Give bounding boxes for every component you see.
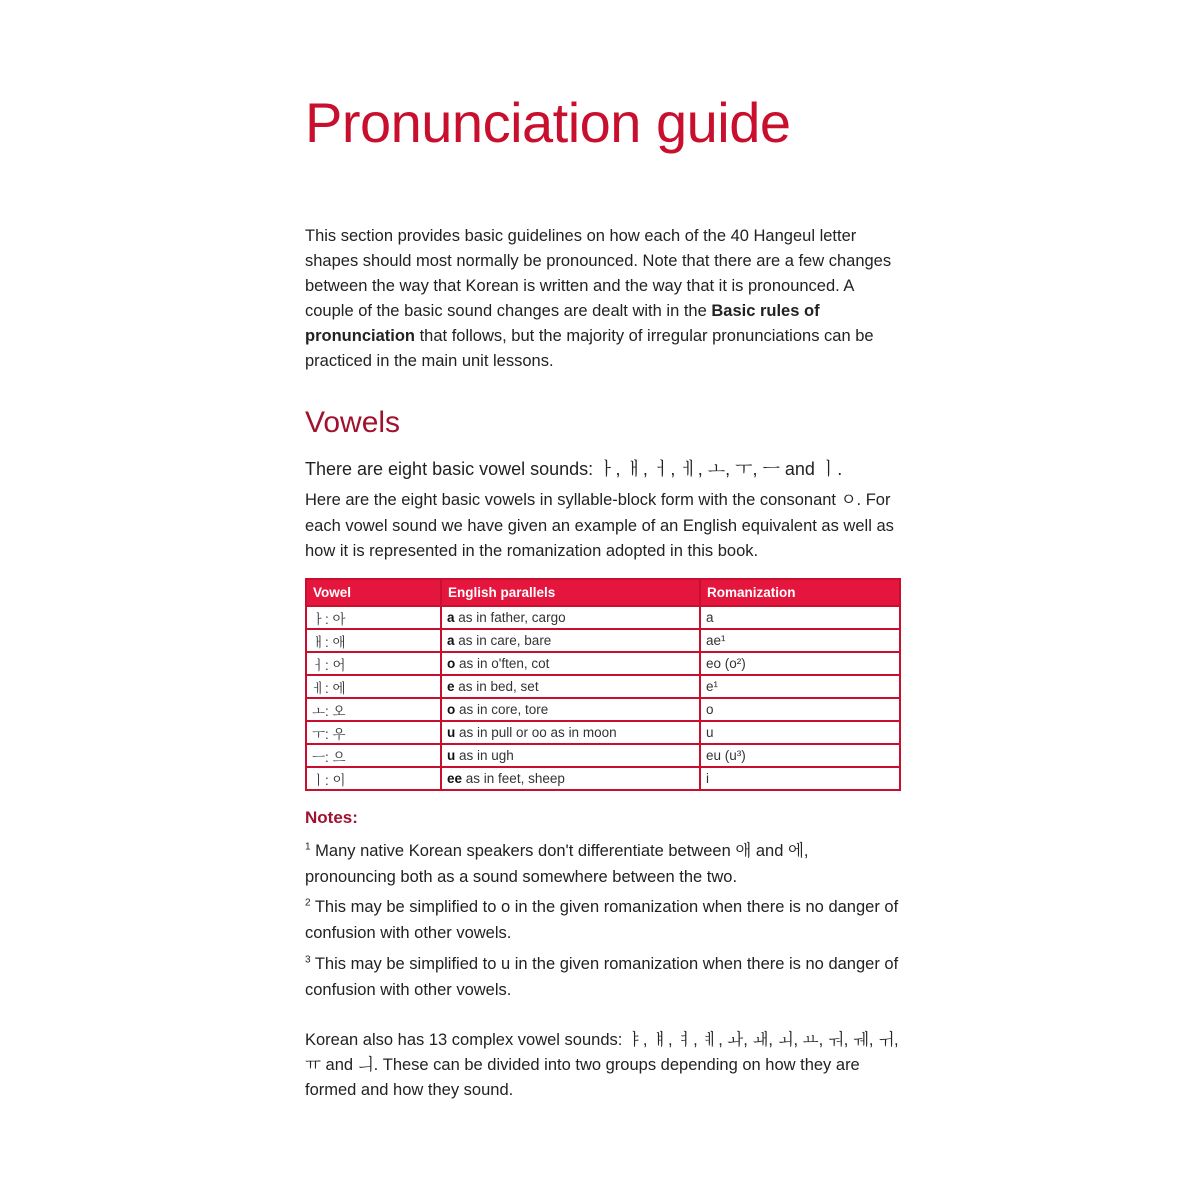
example-text: as in core, tore xyxy=(455,702,549,717)
english-parallel-cell xyxy=(441,721,700,744)
header-english-parallels: English parallels xyxy=(441,579,700,606)
note-text: Many native Korean speakers don't differentiate between 애 and 에, pronouncing both as a sound somewhere between the two. xyxy=(305,842,809,886)
table-row xyxy=(306,767,900,790)
basic-vowels-line: There are eight basic vowel sounds: ㅏ, ㅐ, ㅓ, ㅔ, ㅗ, ㅜ, ㅡ and ㅣ. xyxy=(305,459,843,479)
example-text: as in feet, sheep xyxy=(462,771,565,786)
romanization-cell: e¹ xyxy=(700,675,900,698)
intro-paragraph xyxy=(305,224,895,374)
romanization-cell: eo (o²) xyxy=(700,652,900,675)
english-parallel-cell xyxy=(441,698,700,721)
romanization-cell: o xyxy=(700,698,900,721)
english-parallel-cell xyxy=(441,606,700,629)
header-vowel: Vowel xyxy=(306,579,441,606)
header-romanization: Romanization xyxy=(700,579,900,606)
note-number: 1 xyxy=(305,841,311,853)
romanization-cell: ae¹ xyxy=(700,629,900,652)
romanization-cell: u xyxy=(700,721,900,744)
intro-text-2: that follows, but the majority of irregular pronunciations can be practiced in the main unit lessons. xyxy=(305,327,874,370)
table-row xyxy=(306,652,900,675)
english-parallel-cell xyxy=(441,675,700,698)
example-text: as in father, cargo xyxy=(454,610,566,625)
note-3 xyxy=(305,952,900,1003)
english-parallel-cell xyxy=(441,767,700,790)
example-text: as in bed, set xyxy=(454,679,539,694)
note-text: This may be simplified to o in the given romanization when there is no danger of confusion with other vowels. xyxy=(305,898,899,942)
vowel-cell: ㅔ: 에 xyxy=(306,675,441,698)
example-text: as in o'ften, cot xyxy=(455,656,550,671)
example-bold: e xyxy=(447,679,455,694)
complex-vowels-paragraph: Korean also has 13 complex vowel sounds: ㅑ, ㅒ, ㅕ, ㅖ, ㅘ, ㅙ, ㅚ, ㅛ, ㅝ, ㅞ, ㅟ, ㅠ and ㅢ. These can be divided into two groups depending on how they are formed and how they sound. xyxy=(305,1031,899,1099)
romanization-cell: i xyxy=(700,767,900,790)
table-header-row xyxy=(306,579,900,606)
example-bold: o xyxy=(447,702,456,717)
vowel-cell: ㅜ: 우 xyxy=(306,721,441,744)
note-number: 2 xyxy=(305,897,311,909)
note-2 xyxy=(305,895,900,946)
table-row xyxy=(306,675,900,698)
table-row xyxy=(306,629,900,652)
vowels-heading: Vowels xyxy=(305,406,401,439)
vowel-cell: ㅣ: 이 xyxy=(306,767,441,790)
vowel-cell: ㅏ: 아 xyxy=(306,606,441,629)
romanization-cell: a xyxy=(700,606,900,629)
vowels-intro-paragraph: Here are the eight basic vowels in syllable-block form with the consonant ㅇ. For each vowel sound we have given an example of an English equivalent as well as how it is represented in the romanization adopted in this book. xyxy=(305,491,894,560)
example-bold: a xyxy=(447,633,455,648)
example-bold: ee xyxy=(447,771,463,786)
page-title: Pronunciation guide xyxy=(305,91,791,154)
example-text: as in pull or oo as in moon xyxy=(455,725,617,740)
intro-text-1: This section provides basic guidelines on how each of the 40 Hangeul letter shapes should most normally be pronounced. Note that there are a few changes between the way that Korean is written and the way that it is pronounced. A couple of the basic sound changes are dealt with in the xyxy=(305,227,892,320)
table-row xyxy=(306,744,900,767)
vowel-cell: ㅐ: 애 xyxy=(306,629,441,652)
example-bold: o xyxy=(447,656,456,671)
example-bold: a xyxy=(447,610,455,625)
notes-heading: Notes: xyxy=(305,808,358,827)
example-bold: u xyxy=(447,725,456,740)
example-text: as in ugh xyxy=(455,748,514,763)
vowel-cell: ㅓ: 어 xyxy=(306,652,441,675)
english-parallel-cell xyxy=(441,652,700,675)
vowel-table xyxy=(305,578,901,791)
vowel-cell: ㅗ: 오 xyxy=(306,698,441,721)
note-text: This may be simplified to u in the given romanization when there is no danger of confusion with other vowels. xyxy=(305,955,899,999)
intro-bold-link: Basic rules of pronunciation xyxy=(305,302,820,345)
table-row xyxy=(306,721,900,744)
english-parallel-cell xyxy=(441,744,700,767)
english-parallel-cell xyxy=(441,629,700,652)
vowel-cell: ㅡ: 으 xyxy=(306,744,441,767)
note-1 xyxy=(305,839,900,890)
table-row xyxy=(306,698,900,721)
page xyxy=(305,0,900,1200)
romanization-cell: eu (u³) xyxy=(700,744,900,767)
table-row xyxy=(306,606,900,629)
example-text: as in care, bare xyxy=(454,633,552,648)
note-number: 3 xyxy=(305,954,311,966)
example-bold: u xyxy=(447,748,456,763)
